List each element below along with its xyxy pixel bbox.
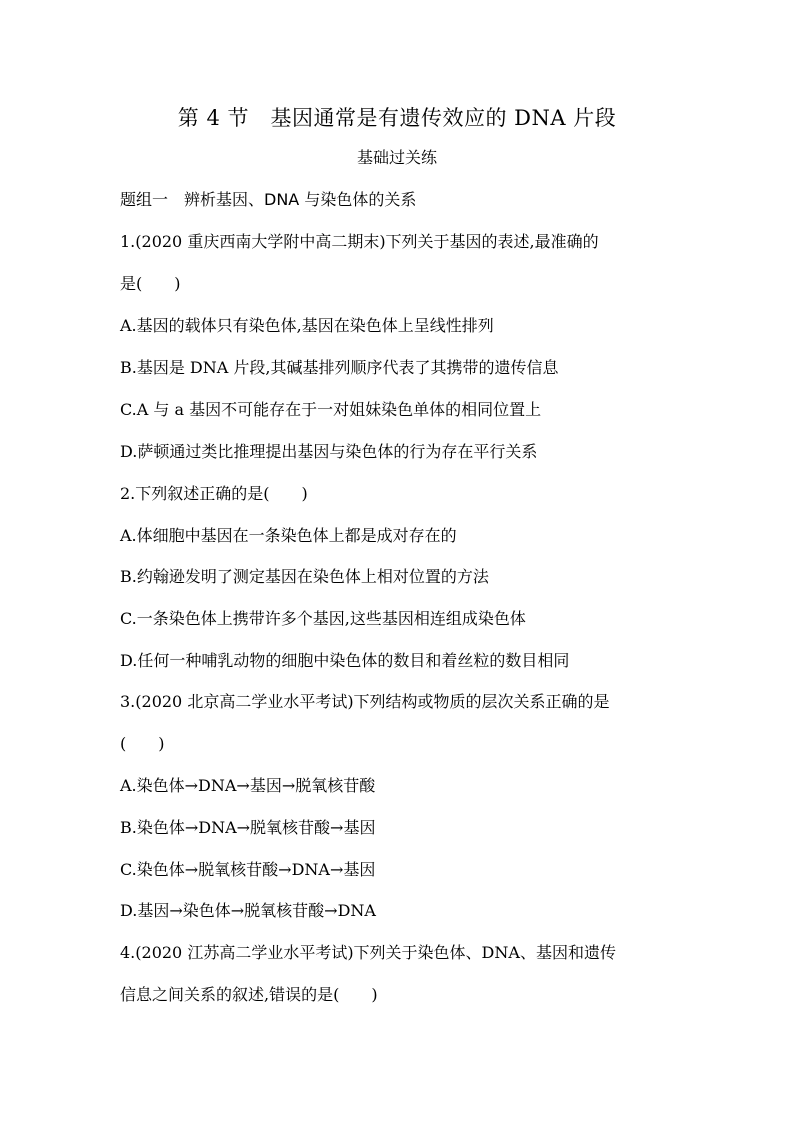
question-1-option-b: B.基因是 DNA 片段,其碱基排列顺序代表了其携带的遗传信息 [120, 358, 559, 377]
question-2-option-c: C.一条染色体上携带许多个基因,这些基因相连组成染色体 [120, 609, 526, 628]
question-4-stem-line-1: 4.(2020 江苏高二学业水平考试)下列关于染色体、DNA、基因和遗传 [120, 943, 616, 962]
section-heading: 题组一 辨析基因、DNA 与染色体的关系 [120, 190, 417, 209]
question-4-stem-line-2: 信息之间关系的叙述,错误的是( ) [120, 985, 378, 1004]
question-3-option-a: A.染色体→DNA→基因→脱氧核苷酸 [120, 776, 376, 795]
question-3-option-c: C.染色体→脱氧核苷酸→DNA→基因 [120, 860, 376, 879]
question-1-option-d: D.萨顿通过类比推理提出基因与染色体的行为存在平行关系 [120, 442, 538, 461]
question-2-option-d: D.任何一种哺乳动物的细胞中染色体的数目和着丝粒的数目相同 [120, 651, 570, 670]
question-1-option-c: C.A 与 a 基因不可能存在于一对姐妹染色单体的相同位置上 [120, 400, 542, 419]
question-3-stem-line-1: 3.(2020 北京高二学业水平考试)下列结构或物质的层次关系正确的是 [120, 692, 610, 711]
question-3-option-b: B.染色体→DNA→脱氧核苷酸→基因 [120, 818, 376, 837]
question-2-option-a: A.体细胞中基因在一条染色体上都是成对存在的 [120, 526, 457, 545]
question-2-option-b: B.约翰逊发明了测定基因在染色体上相对位置的方法 [120, 567, 489, 586]
page-subtitle: 基础过关练 [356, 148, 437, 167]
page-title: 第 4 节 基因通常是有遗传效应的 DNA 片段 [177, 106, 617, 130]
question-1-stem-line-1: 1.(2020 重庆西南大学附中高二期末)下列关于基因的表述,最准确的 [120, 232, 599, 251]
question-1-option-a: A.基因的载体只有染色体,基因在染色体上呈线性排列 [120, 316, 494, 335]
question-3-option-d: D.基因→染色体→脱氧核苷酸→DNA [120, 901, 376, 920]
question-2-stem-line-1: 2.下列叙述正确的是( ) [120, 484, 308, 503]
question-1-stem-line-2: 是( ) [120, 274, 181, 293]
question-3-stem-line-2: ( ) [120, 734, 165, 753]
